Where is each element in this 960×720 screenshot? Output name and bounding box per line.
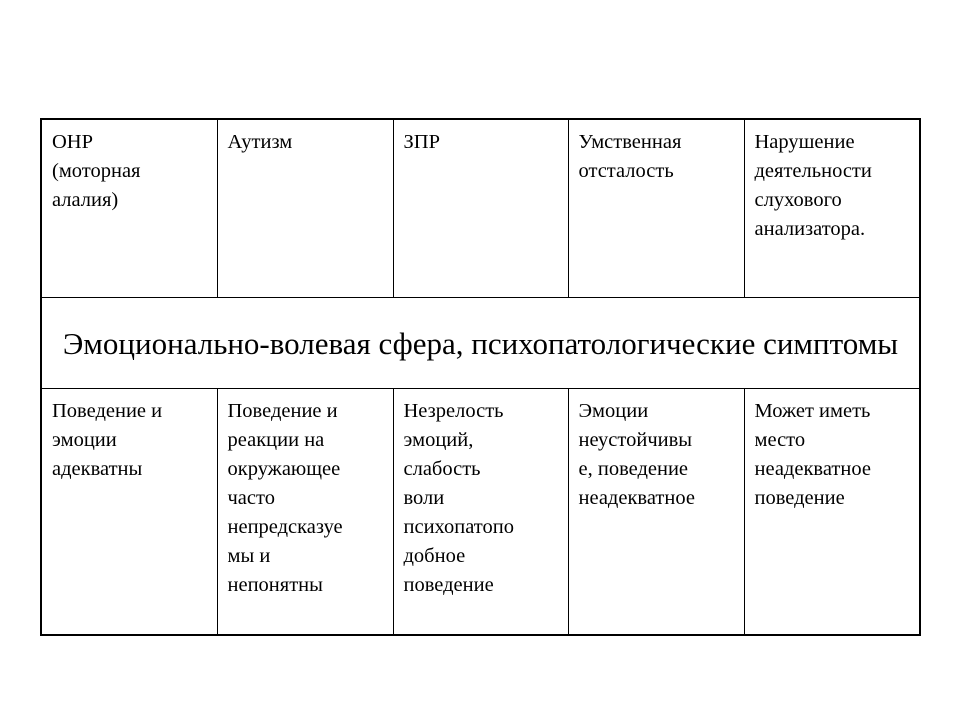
table-cell: [568, 389, 744, 636]
header-cell-hearing-impairment: [744, 119, 920, 298]
header-cell-text: ЗПР: [403, 131, 440, 153]
section-title: Эмоционально-волевая сфера, психопатологические симптомы: [41, 298, 920, 389]
cell-text: Эмоции неустойчивы е, поведение неадекватное: [578, 400, 695, 509]
header-cell-text: ОНР (моторная алалия): [52, 131, 141, 211]
header-cell-text: Умственная отсталость: [578, 131, 682, 182]
table-section-row: [41, 298, 920, 389]
table-cell: [744, 389, 920, 636]
header-cell-text: Нарушение деятельности слухового анализатора.: [754, 131, 872, 240]
table-header-row: [41, 119, 920, 298]
comparison-table: [40, 118, 921, 636]
header-cell-text: Аутизм: [227, 131, 293, 153]
cell-text: Поведение и эмоции адекватны: [52, 400, 163, 480]
header-cell-onr: [41, 119, 217, 298]
table-cell: [41, 389, 217, 636]
header-cell-autism: [217, 119, 393, 298]
cell-text: Поведение и реакции на окружающее часто непредсказуе мы и непонятны: [227, 400, 343, 596]
cell-text: Может иметь место неадекватное поведение: [754, 400, 871, 509]
header-cell-mental-retardation: [568, 119, 744, 298]
header-cell-zpr: [393, 119, 568, 298]
table-cell: [217, 389, 393, 636]
table-cell: [393, 389, 568, 636]
cell-text: Незрелость эмоций, слабость воли психопатопо добное поведение: [403, 400, 514, 596]
table-row: [41, 389, 920, 636]
